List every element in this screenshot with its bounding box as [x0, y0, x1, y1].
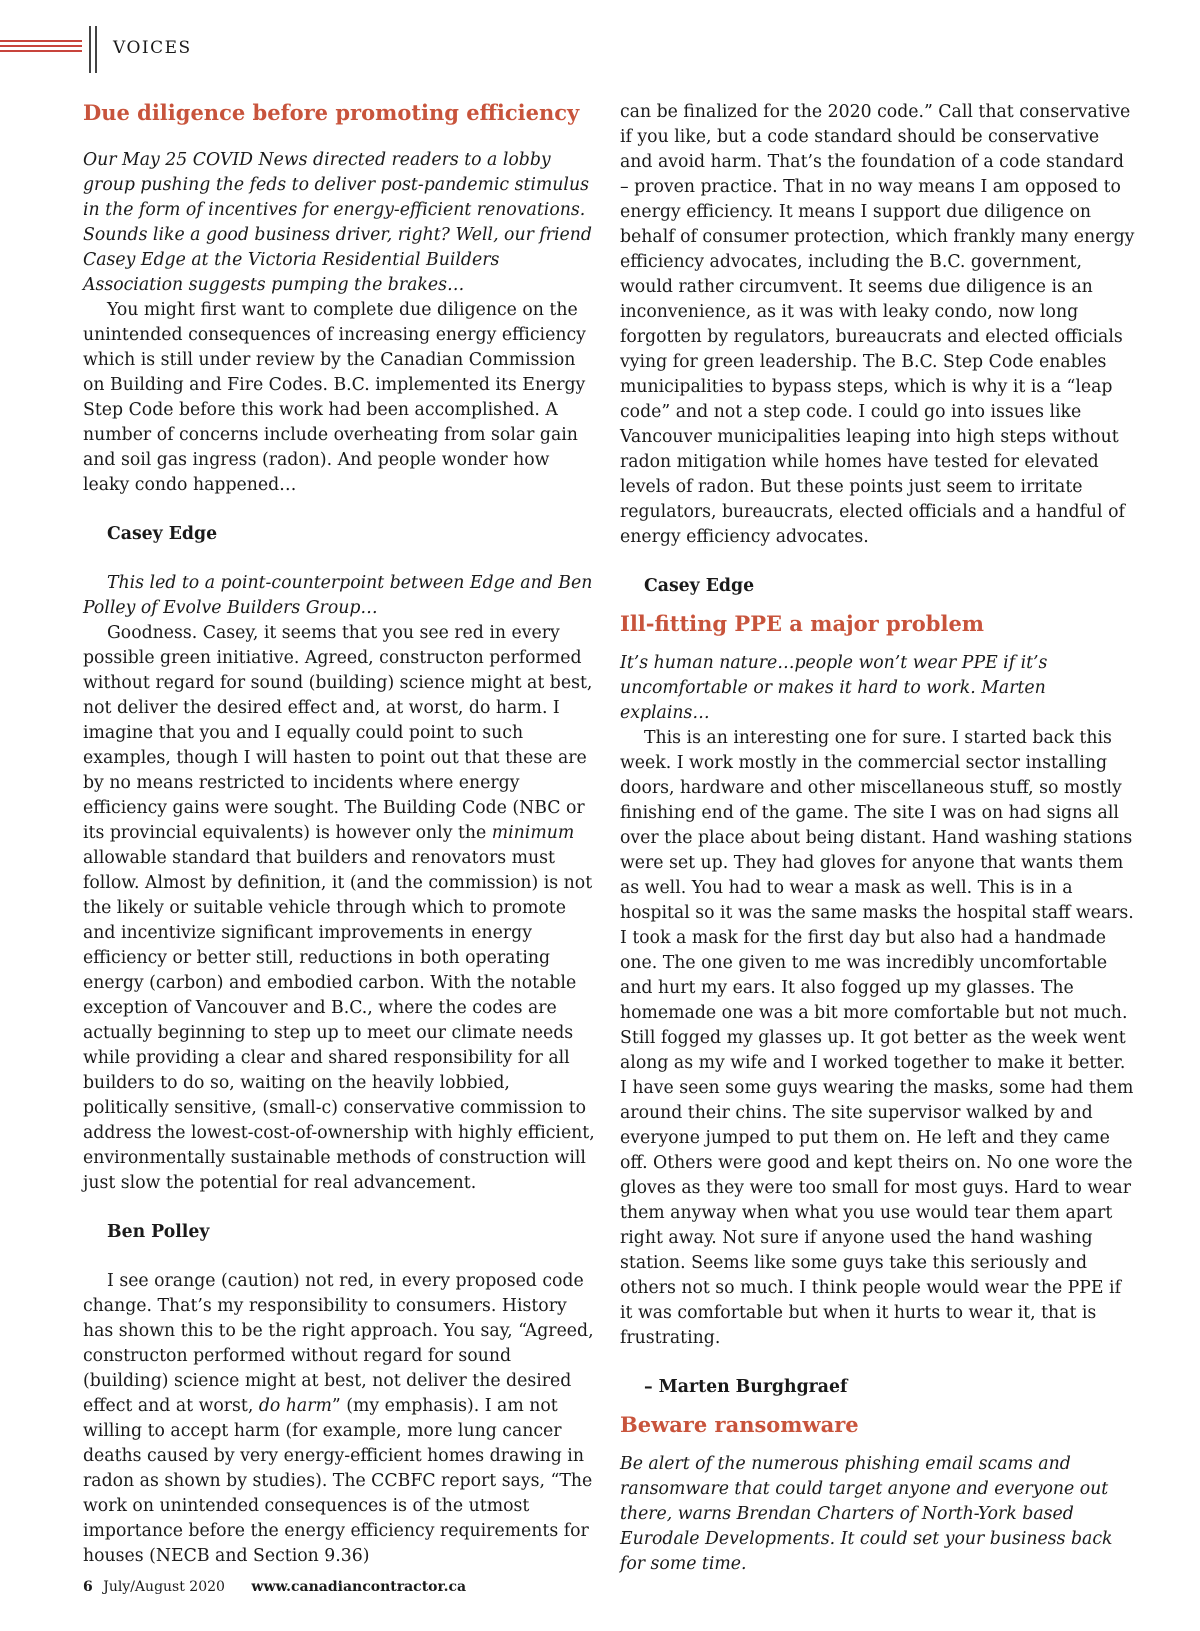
body-paragraph: You might first want to complete due diligence on the unintended consequences of increasing energy efficiency which is still under review by the Canadian Commission on Building and Fire Codes. B.C. implemented its Energy Step Code before this work had been accomplished. A number of concerns include overheating from solar gain and soil gas ingress (radon). And people wonder how leaky condo happened… [83, 300, 586, 495]
page-footer [83, 1579, 466, 1595]
body-paragraph: This is an interesting one for sure. I started back this week. I work mostly in the commercial sector installing doors, hardware and other miscellaneous stuff, so mostly finishing end of the game. The site I was on had signs all over the place about being distant. Hand washing stations were set up. They had gloves for anyone that wants them as well. You had to wear a mask as well. This is in a hospital so it was the same masks the hospital staff wears. I took a mask for the first day but also had a handmade one. The one given to me was incredibly uncomfortable and hurt my ears. It also fogged up my glasses. The homemade one was a bit more comfortable but not much. Still fogged my glasses up. It got better as the week went along as my wife and I worked together to make it better. I have seen some guys wearing the masks, some had them around their chins. The site supervisor walked by and everyone jumped to put them on. He left and they came off. Others were good and kept theirs on. No one wore the gloves as they were too small for most guys. Hard to wear them anyway when what you use would tear them apart right away. Not sure if anyone used the hand washing station. Seems like some guys take this seriously and others not so much. I think people would wear the PPE if it was comfortable but when it hurts to wear it, that is frustrating. [620, 728, 1134, 1348]
signature: Ben Polley [107, 1222, 210, 1242]
signature: Casey Edge [644, 576, 755, 596]
emphasis-text: do harm [258, 1396, 332, 1416]
website-link[interactable]: www.canadiancontractor.ca [251, 1579, 467, 1595]
header-vertical-bars [89, 26, 103, 73]
intro-paragraph: Our May 25 COVID News directed readers to a lobby group pushing the feds to deliver post-pandemic stimulus in the form of incentives for energy-efficient renovations. Sounds like a good business driver, right? Well, our friend Casey Edge at the Victoria Residential Builders Association suggests pumping the brakes… [83, 150, 592, 295]
body-text: ” (my emphasis). I am not willing to accept harm (for example, more lung cancer deaths caused by very energy-efficient homes drawing in radon as shown by studies). The CCBFC report says, “The work on unintended consequences is of the utmost importance before the energy efficiency requirements for houses (NECB and Section 9.36) [83, 1396, 593, 1566]
body-text: Goodness. Casey, it seems that you see red in every possible green initiative. Agreed, constructon performed without regard for sound (building) science might at best, not deliver the desired effect and, at worst, do harm. I imagine that you and I equally could point to such examples, though I will hasten to point out that these are by no means restricted to incidents where energy efficiency gains were sought. The Building Code (NBC or its provincial equivalents) is however only the [83, 623, 593, 843]
body-text: I see orange (caution) not red, in every proposed code change. That’s my responsibility to consumers. History has shown this to be the right approach. You say, “Agreed, constructon performed without regard for sound (building) science might at best, not deliver the desired effect and at worst, [83, 1271, 594, 1416]
body-paragraph: can be finalized for the 2020 code.” Call that conservative if you like, but a code standard should be conservative and avoid harm. That’s the foundation of a code standard – proven practice. That in no way means I am opposed to energy efficiency. It means I support due diligence on behalf of consumer protection, which frankly many energy efficiency advocates, including the B.C. government, would rather circumvent. It seems due diligence is an inconvenience, as it was with leaky condo, now long forgotten by regulators, bureaucrats and elected officials vying for green leadership. The B.C. Step Code enables municipalities to bypass steps, which is why it is a “leap code” and not a step code. I could go into issues like Vancouver municipalities leaping into high steps without radon mitigation while homes have tested for elevated levels of radon. But these points just seem to irritate regulators, bureaucrats, elected officials and a handful of energy efficiency advocates. [620, 102, 1135, 547]
page-number: 6 [83, 1579, 93, 1595]
signature: Casey Edge [107, 524, 218, 544]
header-rule-lines [0, 40, 82, 57]
headline-ppe: Ill-fitting PPE a major problem [620, 611, 985, 636]
intro-paragraph: Be alert of the numerous phishing email scams and ransomware that could target anyone and everyone out there, warns Brendan Charters of North-York based Eurodale Developments. It could set your business back for some time. [620, 1454, 1113, 1574]
section-label: VOICES [113, 38, 192, 58]
left-column [83, 98, 598, 1569]
headline-due-diligence: Due diligence before promoting efficiency [83, 100, 580, 125]
headline-ransomware: Beware ransomware [620, 1412, 859, 1437]
body-paragraph [83, 1269, 598, 1569]
issue-date: July/August 2020 [103, 1579, 225, 1595]
body-paragraph [83, 621, 598, 1196]
emphasis-text: minimum [491, 823, 575, 843]
intro-paragraph: This led to a point-counterpoint between Edge and Ben Polley of Evolve Builders Group… [83, 573, 593, 618]
right-column [620, 100, 1135, 1577]
intro-paragraph: It’s human nature…people won’t wear PPE if it’s uncomfortable or makes it hard to work. Marten explains… [620, 653, 1048, 723]
body-text: allowable standard that builders and renovators must follow. Almost by definition, it (and the commission) is not the likely or suitable vehicle through which to promote and incentivize significant improvements in energy efficiency or better still, reductions in both operating energy (carbon) and embodied carbon. With the notable exception of Vancouver and B.C., where the codes are actually beginning to step up to meet our climate needs while providing a clear and shared responsibility for all builders to do so, waiting on the heavily lobbied, politically sensitive, (small-c) conservative commission to address the lowest-cost-of-ownership with highly efficient, environmentally sustainable methods of construction will just slow the potential for real advancement. [83, 848, 595, 1193]
signature: – Marten Burghgraef [644, 1377, 848, 1397]
